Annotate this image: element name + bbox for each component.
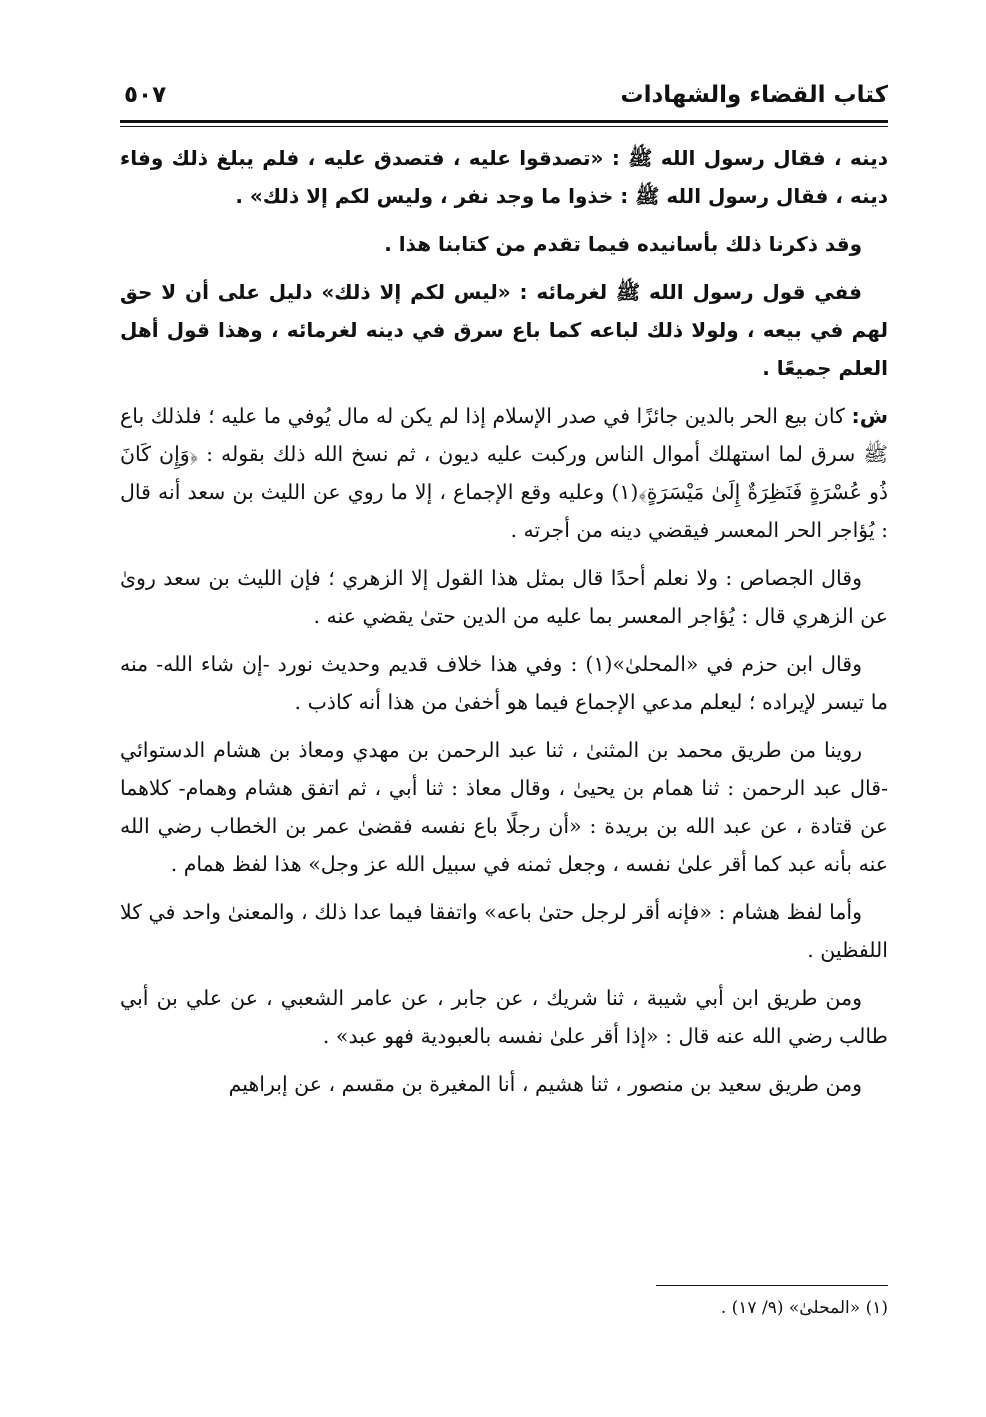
book-page bbox=[120, 70, 888, 1370]
paragraph-ibn-hazm: وقال ابن حزم في «المحلىٰ»(١) : وفي هذا خلاف قديم وحديث نورد -إن شاء الله- منه ما تيسر لإيراده ؛ ليعلم مدعي الإجماع فيما هو أخفىٰ من هذا أنه كاذب . bbox=[120, 652, 888, 714]
page-body bbox=[120, 139, 888, 1103]
paragraph-narration-3: ومن طريق ابن أبي شيبة ، ثنا شريك ، عن جابر ، عن عامر الشعبي ، عن علي بن أبي طالب رضي الله عنه قال : «إذا أقر علىٰ نفسه بالعبودية فهو عبد» . bbox=[120, 986, 888, 1048]
paragraph-commentary bbox=[120, 397, 888, 549]
running-title: كتاب القضاء والشهادات bbox=[620, 82, 888, 108]
paragraph-reference-note: وقد ذكرنا ذلك بأسانيده فيما تقدم من كتابنا هذا . bbox=[384, 232, 862, 256]
page-number: ٥٠٧ bbox=[124, 82, 167, 108]
paragraph-jassas: وقال الجصاص : ولا نعلم أحدًا قال بمثل هذا القول إلا الزهري ؛ فإن الليث بن سعد روىٰ عن الزهري قال : يُؤاجر المعسر بما عليه من الدين حتىٰ يقضي عنه . bbox=[120, 566, 888, 628]
paragraph-narration-2: وأما لفظ هشام : «فإنه أقر لرجل حتىٰ باعه» واتفقا فيما عدا ذلك ، والمعنىٰ واحد في كلا اللفظين . bbox=[120, 900, 888, 962]
header-rule-thick bbox=[120, 120, 888, 123]
commentary-text: كان بيع الحر بالدين جائزًا في صدر الإسلام إذا لم يكن له مال يُوفي ما عليه ؛ فلذلك باع ﷺ سرق لما استهلك أموال الناس وركبت عليه ديون ، ثم نسخ الله ذلك بقوله : ﴿وَإِن كَانَ ذُو عُسْرَةٍ فَنَظِرَةٌ إِلَىٰ مَيْسَرَةٍ﴾(١) وعليه وقع الإجماع ، إلا ما روي عن الليث بن سعد أنه قال : يُؤاجر الحر المعسر فيقضي دينه من أجرته . bbox=[120, 404, 889, 542]
paragraph-hadith-ending: دينه ، فقال رسول الله ﷺ : «تصدقوا عليه ، فتصدق عليه ، فلم يبلغ ذلك وفاء دينه ، فقال رسول الله ﷺ : خذوا ما وجد نفر ، وليس لكم إلا ذلك» . bbox=[120, 146, 888, 208]
footnote: (١) «المحلىٰ» (٩/ ١٧) . bbox=[720, 1298, 888, 1318]
paragraph-narration-4: ومن طريق سعيد بن منصور ، ثنا هشيم ، أنا المغيرة بن مقسم ، عن إبراهيم bbox=[228, 1072, 862, 1096]
page-header bbox=[120, 70, 888, 114]
paragraph-ruling: ففي قول رسول الله ﷺ لغرمائه : «ليس لكم إلا ذلك» دليل على أن لا حق لهم في بيعه ، ولولا ذلك لباعه كما باع سرق في دينه لغرمائه ، وهذا قول أهل العلم جميعًا . bbox=[120, 280, 888, 380]
footnote-rule bbox=[656, 1285, 888, 1286]
commentary-label: ش: bbox=[851, 404, 888, 428]
header-rule-thin bbox=[120, 126, 888, 127]
paragraph-narration-1: روينا من طريق محمد بن المثنىٰ ، ثنا عبد الرحمن بن مهدي ومعاذ بن هشام الدستوائي -قال عبد الرحمن : ثنا همام بن يحيىٰ ، وقال معاذ : ثنا أبي ، ثم اتفق هشام وهمام- كلاهما عن قتادة ، عن عبد الله بن بريدة : «أن رجلًا باع نفسه فقضىٰ عمر بن الخطاب رضي الله عنه بأنه عبد كما أقر علىٰ نفسه ، وجعل ثمنه في سبيل الله عز وجل» هذا لفظ همام . bbox=[120, 738, 888, 876]
